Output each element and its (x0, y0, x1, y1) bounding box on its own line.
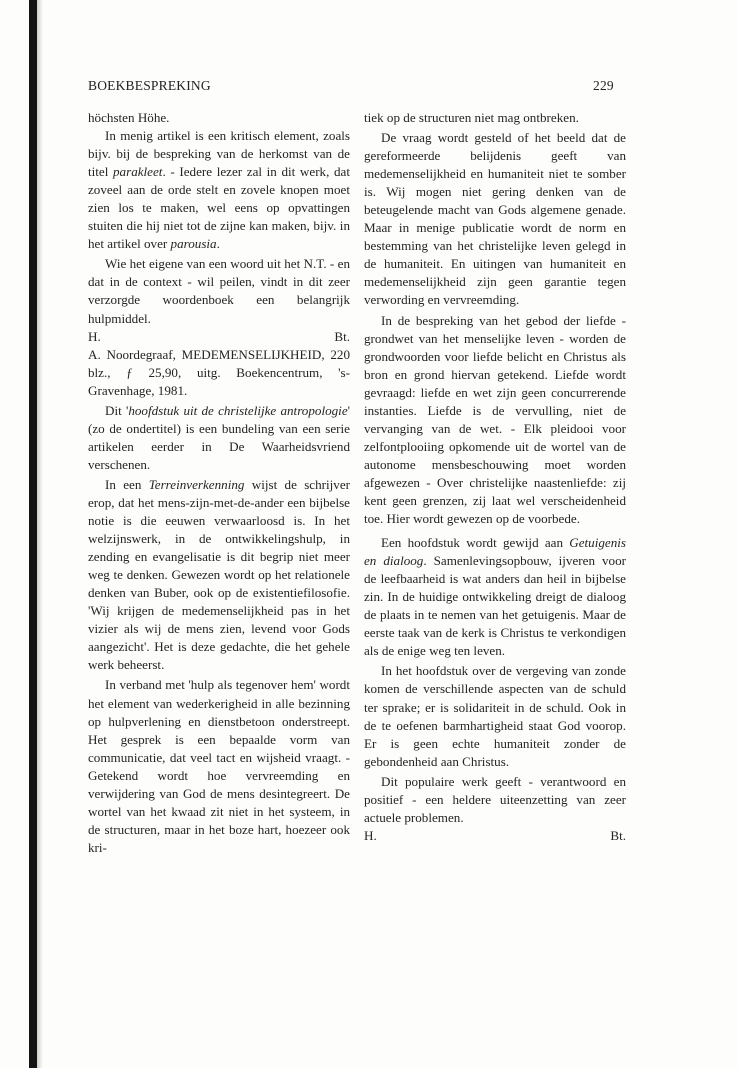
running-head-section: BOEKBESPREKING (88, 78, 211, 93)
paragraph: In verband met 'hulp als tegenover hem' wordt het element van wederkerigheid in alle bezinning op hulpverlening en dienstbetoon onderstreept. Het gesprek is een bepaalde vorm van communicatie, dat veel tact en wijsheid vraagt. - Getekend wordt hoe vervreemding en verwijdering van God de mens desintegreert. De wortel van het kwaad zit niet in het systeem, in de structuren, maar in het boze hart, hoezeer ook kri- (88, 677, 350, 855)
paragraph: De vraag wordt gesteld of het beeld dat de gereformeerde belijdenis geeft van medemenselijkheid en humaniteit niet te somber is. Wij mogen niet gering denken van de beteugelende macht van Gods algemene genade. Maar in menige publicatie wordt de norm en bestemming van het christelijke leven gelegd in de humaniteit. En uitingen van humaniteit en medemenselijkheid zijn geen garantie tegen verwording en vervreemding. (364, 130, 626, 308)
signature-author: Bt. (334, 328, 350, 344)
paragraph: Wie het eigene van een woord uit het N.T. - en dat in de context - wil peilen, vindt in dit zeer verzorgde woordenboek een belangrijk hulpmiddel. (88, 256, 350, 326)
right-column (364, 109, 626, 845)
book-reference: A. Noordegraaf, MEDEMENSELIJKHEID, 220 blz., ƒ 25,90, uitg. Boekencentrum, 's-Gravenhage, 1981. (88, 346, 350, 398)
paragraph: Dit populaire werk geeft - verantwoord en positief - een heldere uiteenzetting van zeer actuele problemen. (364, 773, 626, 825)
signature-author: Bt. (610, 827, 626, 843)
page-number: 229 (593, 78, 614, 93)
paragraph: tiek op de structuren niet mag ontbreken. (364, 110, 579, 125)
signature (88, 328, 350, 346)
paragraph: In het hoofdstuk over de vergeving van zonde komen de verschillende aspecten van de schuld ter sprake; er is solidariteit in de schuld. Ook in de te oefenen barmhartigheid staat God voorop. Er is geen echte humaniteit zonder de gebondenheid aan Christus. (364, 663, 626, 769)
signature (364, 827, 626, 845)
paragraph: Dit 'hoofdstuk uit de christelijke antropologie' (zo de ondertitel) is een bundeling van een serie artikelen eerder in De Waarheidsvriend verschenen. (88, 402, 350, 472)
paragraph: Een hoofdstuk wordt gewijd aan Getuigenis en dialoog. Samenlevingsopbouw, ijveren voor de leefbaarheid is wat anders dan heil in bijbelse zin. In de huidige ontwikkeling dreigt de dialoog de plaats in te nemen van het getuigenis. Maar de eerste taak van de kerk is Christus te verkondigen als de enige weg ten leven. (364, 535, 626, 659)
paragraph: In een Terreinverkenning wijst de schrijver erop, dat het mens-zijn-met-de-ander een bijbelse notie is die eeuwen verwaarloosd is. In het welzijnswerk, in de ontwikkelingshulp, in zending en evangelisatie is dit begrip niet meer weg te denken. Gewezen wordt op het relationele denken van Buber, ook op de existentiefilosofie. 'Wij krijgen de medemenselijkheid pas in het vizier als wij de mens zien, levend voor Gods aangezicht'. Het is deze gedachte, die het gehele werk beheerst. (88, 476, 350, 673)
signature-initial: H. (88, 328, 101, 344)
paragraph: In de bespreking van het gebod der liefde - grondwet van het menselijke leven - worden de grondwoorden voor liefde belicht en Christus als bron en grond hiervan getekend. Liefde wordt gevraagd: liefde en wet zijn geen concurrerende instanties. Liefde is de vervulling, niet de vervanging van de wet. - Elk pleidooi voor zelfontplooiing opkomende uit de wortel van de autonome mensbeschouwing moet worden afgewezen - Over christelijke naastenliefde: zij kent geen grenzen, zij laat wel verscheidenheid toe. Hier wordt gewezen op de voorbede. (364, 312, 626, 527)
paragraph: In menig artikel is een kritisch element, zoals bijv. bij de bespreking van de herkomst van de titel parakleet. - Iedere lezer zal in dit werk, dat zoveel aan de orde stelt en zovele knopen moet zien los te maken, wel eens op opvattingen stuiten die hij niet tot de zijne kan maken, bijv. in het artikel over parousia. (88, 128, 350, 252)
signature-initial: H. (364, 827, 377, 843)
paragraph: höchsten Höhe. (88, 110, 170, 125)
binding-shadow (37, 0, 43, 1068)
binding-edge (29, 0, 37, 1068)
left-column (88, 109, 350, 857)
